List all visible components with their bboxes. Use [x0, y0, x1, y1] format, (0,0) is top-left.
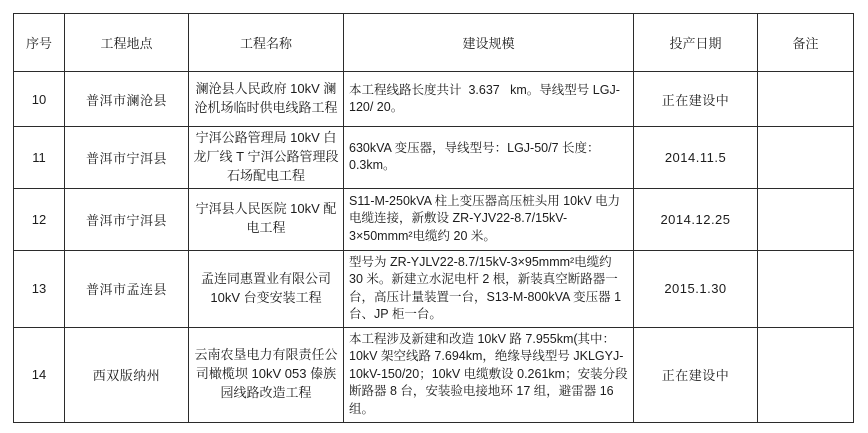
projects-table — [13, 13, 854, 423]
cell-scale: S11-M-250kVA 柱上变压器高压桩头用 10kV 电力电缆连接，新敷设 ZR-YJV22-8.7/15kV-3×50mmm²电缆约 20 米。 — [344, 188, 634, 250]
cell-location: 普洱市孟连县 — [65, 250, 189, 327]
table-row — [14, 188, 854, 250]
cell-seq: 13 — [14, 250, 65, 327]
cell-date: 2014.11.5 — [634, 127, 758, 189]
cell-scale: 630kVA 变压器，导线型号：LGJ-50/7 长度：0.3km。 — [344, 127, 634, 189]
cell-project-name: 孟连同惠置业有限公司 10kV 台变安装工程 — [189, 250, 344, 327]
cell-note — [758, 327, 854, 422]
table-row — [14, 72, 854, 127]
cell-date: 正在建设中 — [634, 72, 758, 127]
document-page — [0, 13, 868, 433]
cell-seq: 10 — [14, 72, 65, 127]
table-row — [14, 127, 854, 189]
cell-scale: 本工程涉及新建和改造 10kV 路 7.955km(其中：10kV 架空线路 7.694km，绝缘导线型号 JKLGYJ-10kV-150/20；10kV 电缆敷设 0.261km；安装分段断路器 8 台，安装验电接地环 17 组，避雷器 16 组。 — [344, 327, 634, 422]
cell-project-name: 澜沧县人民政府 10kV 澜沧机场临时供电线路工程 — [189, 72, 344, 127]
cell-date: 2014.12.25 — [634, 188, 758, 250]
table-row — [14, 327, 854, 422]
header-seq: 序号 — [14, 14, 65, 72]
cell-note — [758, 188, 854, 250]
cell-note — [758, 127, 854, 189]
cell-scale: 本工程线路长度共计 3.637 km。导线型号 LGJ-120/ 20。 — [344, 72, 634, 127]
cell-location: 普洱市宁洱县 — [65, 188, 189, 250]
header-name: 工程名称 — [189, 14, 344, 72]
cell-project-name: 宁洱公路管理局 10kV 白龙厂线 T 宁洱公路管理段石场配电工程 — [189, 127, 344, 189]
table-row — [14, 250, 854, 327]
cell-location: 普洱市宁洱县 — [65, 127, 189, 189]
cell-project-name: 云南农垦电力有限责任公司橄榄坝 10kV 053 傣族园线路改造工程 — [189, 327, 344, 422]
cell-seq: 14 — [14, 327, 65, 422]
cell-scale: 型号为 ZR-YJLV22-8.7/15kV-3×95mmm²电缆约 30 米。新建立水泥电杆 2 根，新装真空断路器一台，高压计量装置一台，S13-M-800kVA 变压器 1 台、JP 柜一台。 — [344, 250, 634, 327]
cell-project-name: 宁洱县人民医院 10kV 配电工程 — [189, 188, 344, 250]
cell-date: 2015.1.30 — [634, 250, 758, 327]
cell-note — [758, 72, 854, 127]
cell-location: 普洱市澜沧县 — [65, 72, 189, 127]
cell-location: 西双版纳州 — [65, 327, 189, 422]
header-note: 备注 — [758, 14, 854, 72]
header-location: 工程地点 — [65, 14, 189, 72]
cell-seq: 12 — [14, 188, 65, 250]
cell-note — [758, 250, 854, 327]
cell-date: 正在建设中 — [634, 327, 758, 422]
table-header-row — [14, 14, 854, 72]
header-date: 投产日期 — [634, 14, 758, 72]
header-scale: 建设规模 — [344, 14, 634, 72]
cell-seq: 11 — [14, 127, 65, 189]
